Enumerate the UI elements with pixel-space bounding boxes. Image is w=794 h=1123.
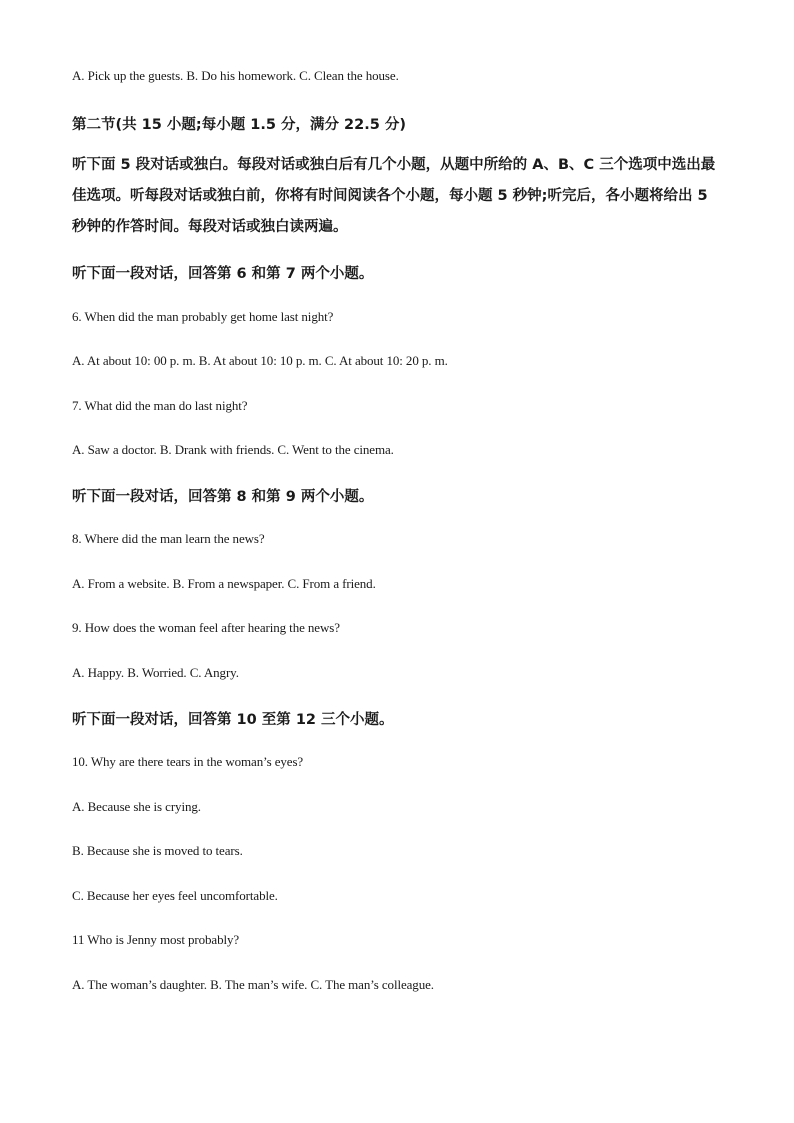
dialog-heading-10-12: 听下面一段对话，回答第 10 至第 12 三个小题。 (72, 712, 394, 728)
question-10-option-b: B. Because she is moved to tears. (72, 843, 243, 858)
question-11: 11 Who is Jenny most probably? (72, 932, 240, 947)
question-10: 10. Why are there tears in the woman’s eyes? (72, 754, 304, 769)
question-6: 6. When did the man probably get home last night? (72, 309, 334, 324)
dialog-heading-8-9: 听下面一段对话，回答第 8 和第 9 两个小题。 (72, 489, 374, 505)
question-11-options: A. The woman’s daughter. B. The man’s wife. C. The man’s colleague. (72, 977, 434, 992)
dialog-heading-6-7: 听下面一段对话，回答第 6 和第 7 两个小题。 (72, 266, 374, 282)
question-9-options: A. Happy. B. Worried. C. Angry. (72, 665, 239, 680)
question-10-option-a: A. Because she is crying. (72, 799, 201, 814)
question-8: 8. Where did the man learn the news? (72, 531, 265, 546)
section-2-title: 第二节(共 15 小题;每小题 1.5 分，满分 22.5 分) (72, 117, 406, 133)
question-6-options: A. At about 10: 00 p. m. B. At about 10: 10 p. m. C. At about 10: 20 p. m. (72, 353, 448, 368)
question-7-options: A. Saw a doctor. B. Drank with friends. C. Went to the cinema. (72, 442, 394, 457)
question-5-options: A. Pick up the guests. B. Do his homework. C. Clean the house. (72, 68, 399, 83)
question-8-options: A. From a website. B. From a newspaper. C. From a friend. (72, 576, 376, 591)
question-7: 7. What did the man do last night? (72, 398, 248, 413)
section-2-instructions: 听下面 5 段对话或独白。每段对话或独白后有几个小题，从题中所给的 A、B、C 三个选项中选出最佳选项。听每段对话或独白前，你将有时间阅读各个小题，每小题 5 秒钟;听完后，各小题将给出 5 秒钟的作答时间。每段对话或独白读两遍。 (72, 157, 716, 235)
question-9: 9. How does the woman feel after hearing the news? (72, 620, 340, 635)
question-10-option-c: C. Because her eyes feel uncomfortable. (72, 888, 278, 903)
